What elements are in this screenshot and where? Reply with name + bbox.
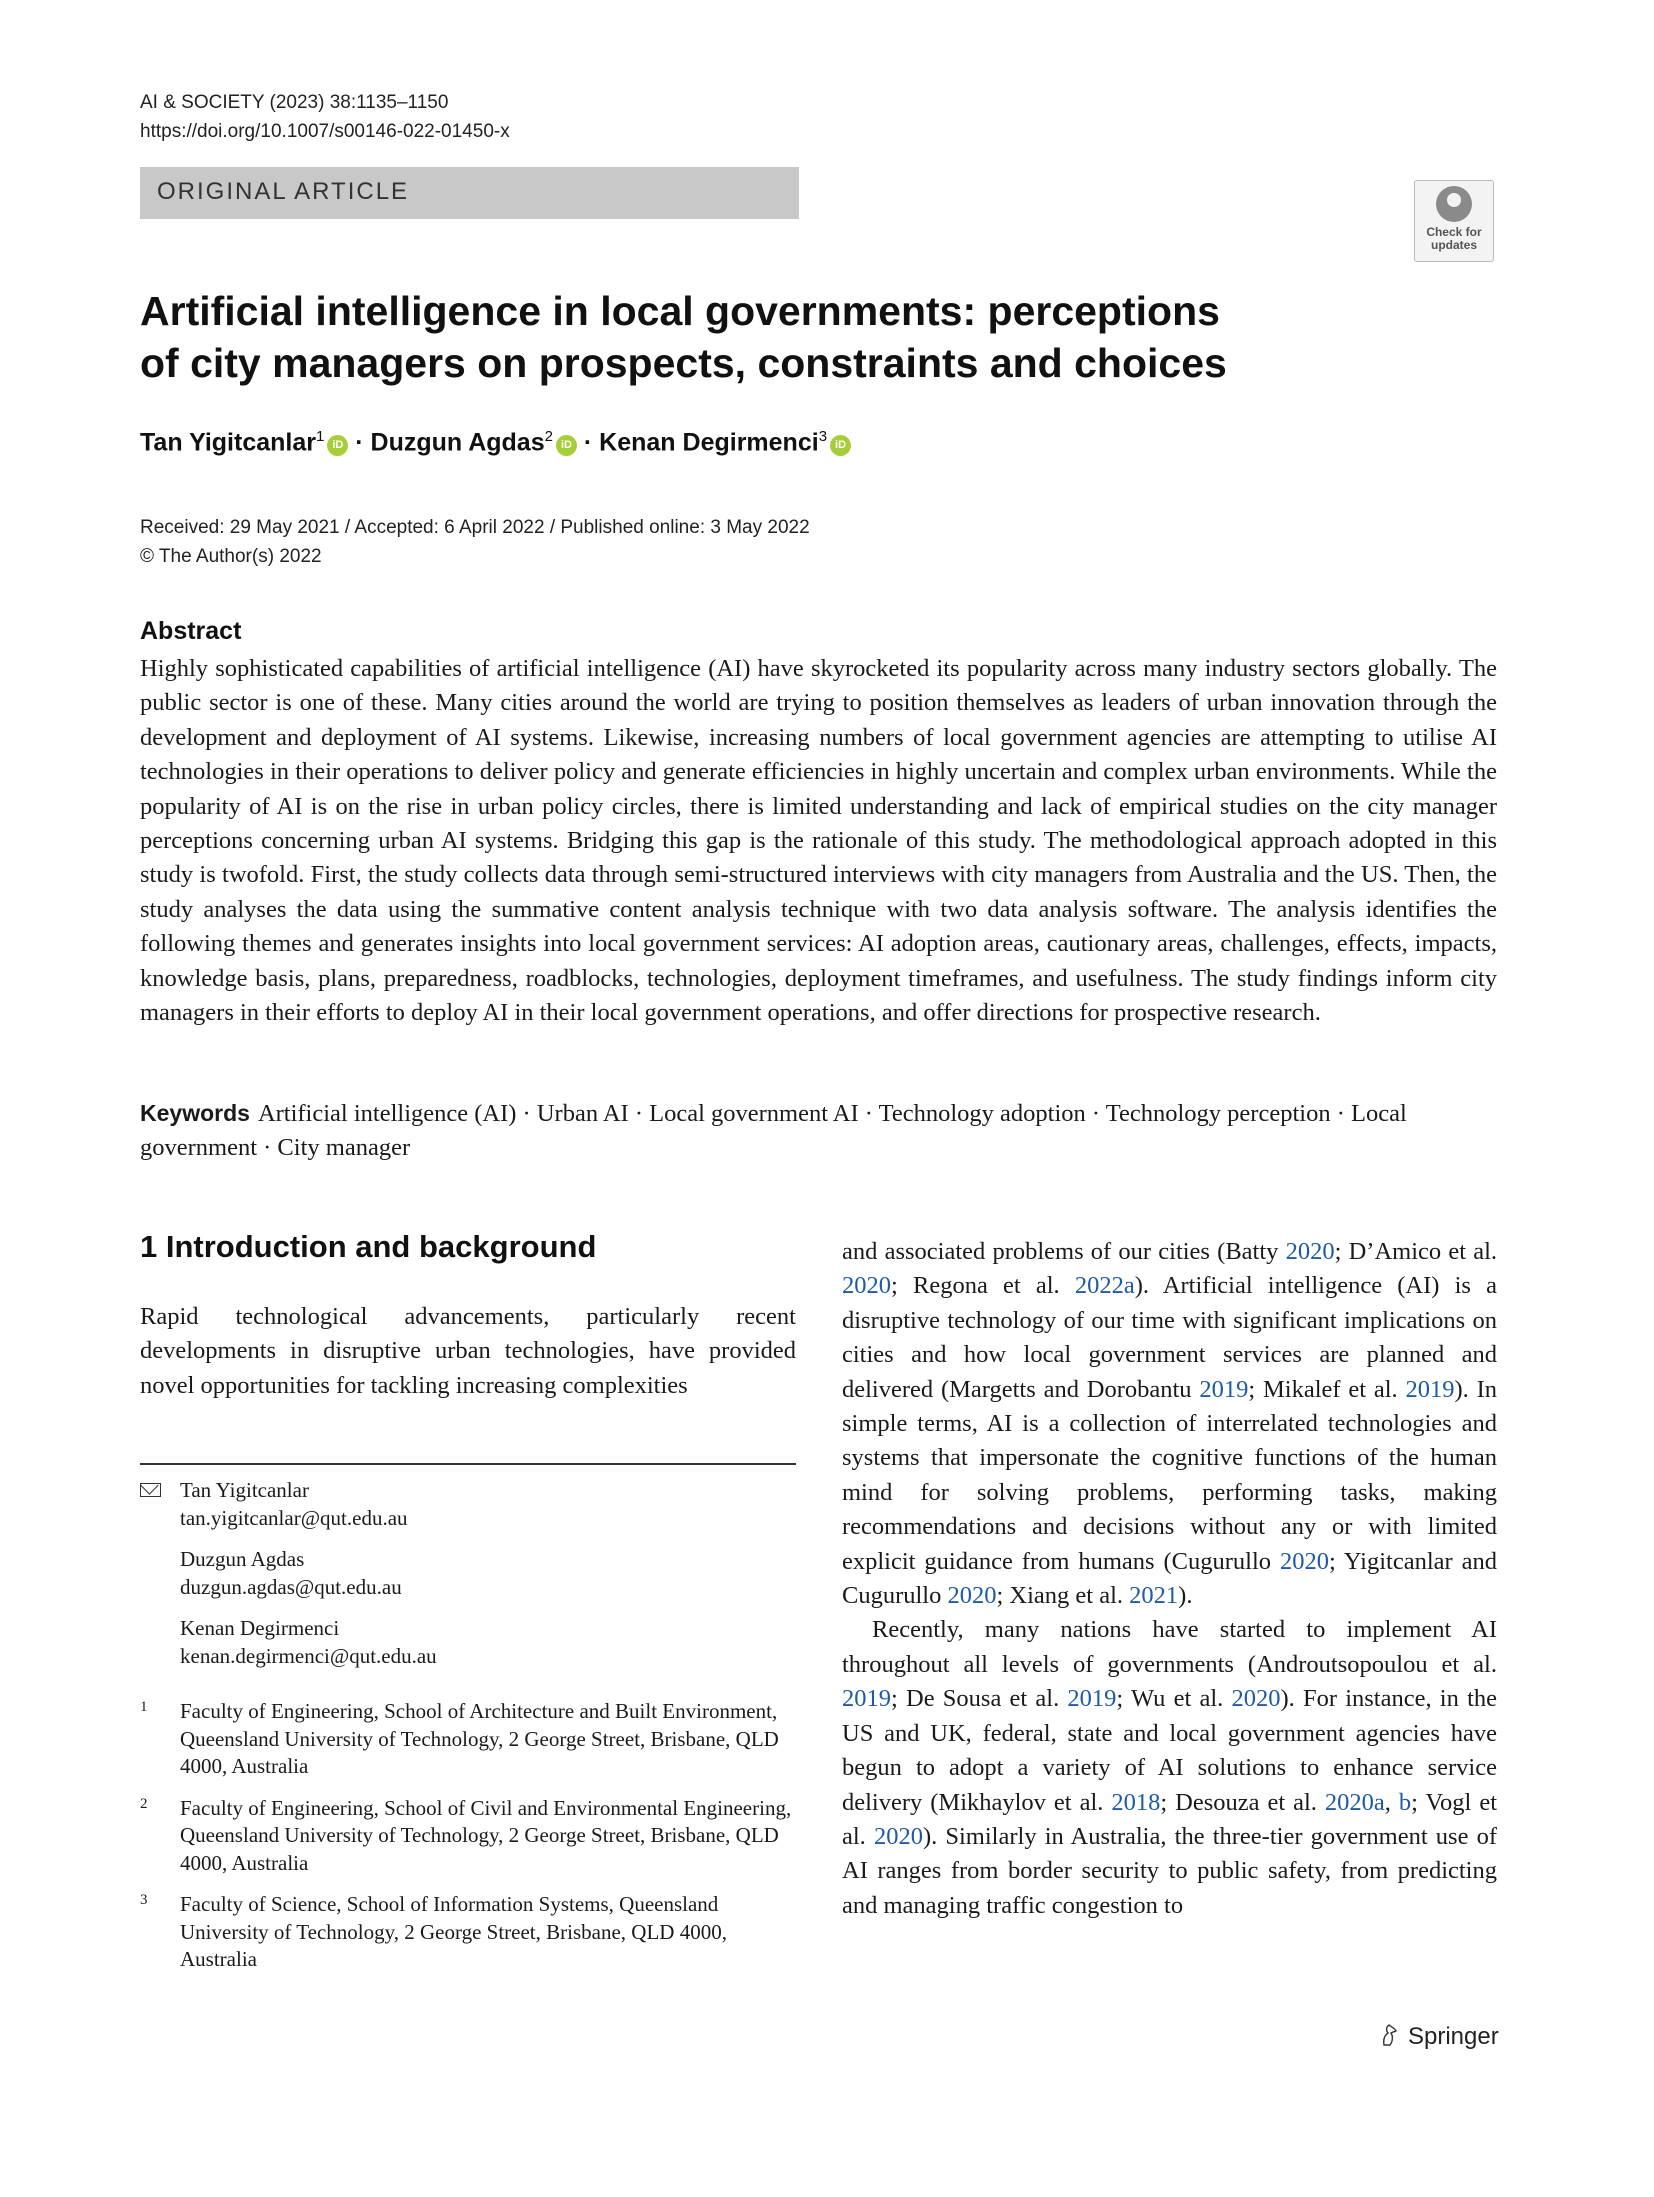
- citation-link[interactable]: 2019: [1405, 1375, 1455, 1403]
- affiliation-number: 3: [140, 1892, 148, 1908]
- section-heading: 1 Introduction and background: [140, 1229, 597, 1264]
- affiliation-entry: [140, 1698, 796, 1781]
- author-affiliation-mark: 1: [315, 428, 325, 445]
- body-text: ; Mikalef et al.: [1248, 1375, 1406, 1403]
- contact-entry: [140, 1615, 796, 1670]
- body-text: ). Artificial intelligence (AI) is a disruptive technology of our time with significant implications on cities and how local government services are planned and delivered (Margetts and Dorobantu: [842, 1272, 1497, 1403]
- article-type: ORIGINAL ARTICLE: [157, 178, 410, 205]
- contact-name: Tan Yigitcanlar: [180, 1478, 309, 1502]
- citation-link[interactable]: 2020: [1279, 1547, 1329, 1575]
- body-paragraph: [842, 1613, 1497, 1923]
- contact-entry: [140, 1546, 796, 1601]
- publisher-name: Springer: [1408, 2023, 1499, 2050]
- publication-dates: [140, 513, 810, 571]
- contact-name: Kenan Degirmenci: [180, 1616, 340, 1640]
- keywords-text: Artificial intelligence (AI) · Urban AI · Local government AI · Technology adoption · Technology perception · Local government · City manager: [140, 1100, 1407, 1162]
- citation-link[interactable]: 2020: [947, 1582, 997, 1610]
- author-list: [140, 428, 851, 457]
- body-text: Recently, many nations have started to implement AI throughout all levels of governments (Androutsopoulou et al.: [842, 1616, 1497, 1678]
- author-contacts: [140, 1477, 796, 1684]
- dates-line: Received: 29 May 2021 / Accepted: 6 April 2022 / Published online: 3 May 2022: [140, 517, 810, 538]
- journal-citation: AI & SOCIETY (2023) 38:1135–1150: [140, 92, 449, 113]
- intro-left-column: Rapid technological advancements, particularly recent developments in disruptive urban technologies, have provided novel opportunities for tackling increasing complexities: [140, 1303, 796, 1399]
- check-updates-line1: Check for: [1426, 225, 1482, 239]
- check-updates-label: [1415, 226, 1493, 252]
- copyright-line: © The Author(s) 2022: [140, 546, 322, 567]
- citation-link[interactable]: 2018: [1111, 1788, 1161, 1816]
- body-text: ). Similarly in Australia, the three-tier government use of AI ranges from border security to public safety, from predicting and managing traffic congestion to: [842, 1822, 1497, 1919]
- body-text: ; Wu et al.: [1116, 1685, 1232, 1713]
- footnote-divider: [140, 1463, 796, 1465]
- orcid-icon[interactable]: iD: [830, 435, 851, 456]
- contact-email[interactable]: duzgun.agdas@qut.edu.au: [180, 1574, 402, 1599]
- affiliation-text: Faculty of Science, School of Information Systems, Queensland University of Technology, 2 George Street, Brisbane, QLD 4000, Australia: [180, 1892, 727, 1971]
- affiliation-number: 2: [140, 1795, 148, 1812]
- author-separator: ·: [576, 428, 600, 457]
- body-text: and associated problems of our cities (Batty: [842, 1238, 1286, 1265]
- citation-link[interactable]: 2019: [842, 1685, 891, 1713]
- citation-link[interactable]: 2020: [873, 1822, 923, 1850]
- author-affiliation-mark: 2: [544, 428, 553, 445]
- abstract-heading: Abstract: [140, 617, 242, 645]
- journal-header: [140, 88, 510, 146]
- check-for-updates-button[interactable]: [1414, 180, 1494, 262]
- citation-link[interactable]: 2021: [1129, 1582, 1179, 1610]
- springer-horse-icon: [1378, 2023, 1400, 2047]
- citation-link[interactable]: b: [1398, 1788, 1412, 1816]
- body-text: ). In simple terms, AI is a collection of interrelated technologies and systems that impersonate the cognitive functions of the human mind for solving problems, performing tasks, making recommendations and decisions without any or with limited explicit guidance from humans (Cugurullo: [842, 1375, 1497, 1575]
- author-name[interactable]: Tan Yigitcanlar: [140, 428, 316, 457]
- body-text: ; Regona et al.: [891, 1272, 1075, 1300]
- body-text: ; Xiang et al.: [996, 1582, 1130, 1610]
- body-paragraph: [842, 1235, 1497, 1613]
- intro-right-column: [842, 1235, 1497, 1923]
- citation-link[interactable]: 2020: [1285, 1238, 1335, 1265]
- keywords-label: Keywords: [140, 1100, 250, 1126]
- citation-link[interactable]: 2020: [842, 1272, 891, 1300]
- affiliation-text: Faculty of Engineering, School of Civil and Environmental Engineering, Queensland University of Technology, 2 George Street, Brisbane, QLD 4000, Australia: [180, 1795, 792, 1875]
- orcid-icon[interactable]: iD: [556, 435, 577, 456]
- citation-link[interactable]: 2019: [1199, 1375, 1249, 1403]
- body-text: ; De Sousa et al.: [891, 1685, 1068, 1713]
- citation-link[interactable]: 2020: [1231, 1685, 1281, 1713]
- contact-email[interactable]: kenan.degirmenci@qut.edu.au: [180, 1643, 437, 1668]
- citation-link[interactable]: 2020a: [1324, 1788, 1385, 1816]
- citation-link[interactable]: 2022a: [1074, 1272, 1135, 1300]
- citation-link[interactable]: 2019: [1067, 1685, 1117, 1713]
- crossmark-icon: [1436, 186, 1472, 222]
- orcid-icon[interactable]: iD: [327, 435, 348, 456]
- body-text: ; Vogl et al.: [842, 1788, 1497, 1850]
- body-text: ).: [1178, 1582, 1193, 1610]
- author-name[interactable]: Kenan Degirmenci: [599, 428, 819, 457]
- author-separator: ·: [348, 428, 371, 457]
- doi-link[interactable]: https://doi.org/10.1007/s00146-022-01450-x: [140, 121, 510, 142]
- envelope-icon: [140, 1483, 161, 1497]
- body-text: ). For instance, in the US and UK, federal, state and local government agencies have begun to adopt a variety of AI solutions to enhance service delivery (Mikhaylov et al.: [842, 1685, 1497, 1816]
- author-name[interactable]: Duzgun Agdas: [370, 428, 545, 457]
- author-affiliation-mark: 3: [818, 428, 828, 445]
- contact-entry: [140, 1477, 796, 1532]
- check-updates-line2: updates: [1430, 238, 1477, 252]
- body-text: ; D’Amico et al.: [1334, 1238, 1497, 1265]
- affiliation-entry: [140, 1795, 796, 1878]
- body-text: ; Yigitcanlar and Cugurullo: [842, 1547, 1497, 1610]
- contact-email[interactable]: tan.yigitcanlar@qut.edu.au: [180, 1505, 408, 1530]
- body-text: ; Desouza et al.: [1160, 1788, 1325, 1816]
- affiliation-text: Faculty of Engineering, School of Architecture and Built Environment, Queensland University of Technology, 2 George Street, Brisbane, QLD 4000, Australia: [180, 1699, 779, 1778]
- article-title: Artificial intelligence in local governments: perceptions of city managers on prospects, constraints and choices: [140, 288, 1227, 386]
- publisher-logo: [1378, 2023, 1499, 2051]
- affiliation-number: 1: [140, 1699, 148, 1715]
- contact-name: Duzgun Agdas: [180, 1547, 305, 1571]
- keywords: [140, 1096, 1497, 1166]
- affiliation-entry: [140, 1891, 796, 1974]
- abstract-text: Highly sophisticated capabilities of artificial intelligence (AI) have skyrocketed its popularity across many industry sectors globally. The public sector is one of these. Many cities around the world are trying to position themselves as leaders of urban innovation through the development and deployment of AI systems. Likewise, increasing numbers of local government agencies are attempting to utilise AI technologies in their operations to deliver policy and generate efficiencies in highly uncertain and complex urban environments. While the popularity of AI is on the rise in urban policy circles, there is limited understanding and lack of empirical studies on the city manager perceptions concerning urban AI systems. Bridging this gap is the rationale of this study. The methodological approach adopted in this study is twofold. First, the study collects data through semi-structured interviews with city managers from Australia and the US. Then, the study analyses the data using the summative content analysis technique with two data analysis software. The analysis identifies the following themes and generates insights into local government services: AI adoption areas, cautionary areas, challenges, effects, impacts, knowledge basis, plans, preparedness, roadblocks, technologies, deployment timeframes, and usefulness. The study findings inform city managers in their efforts to deploy AI in their local government operations, and offer directions for prospective research.: [140, 655, 1497, 1027]
- body-text: ,: [1384, 1788, 1399, 1816]
- affiliations: [140, 1698, 796, 1988]
